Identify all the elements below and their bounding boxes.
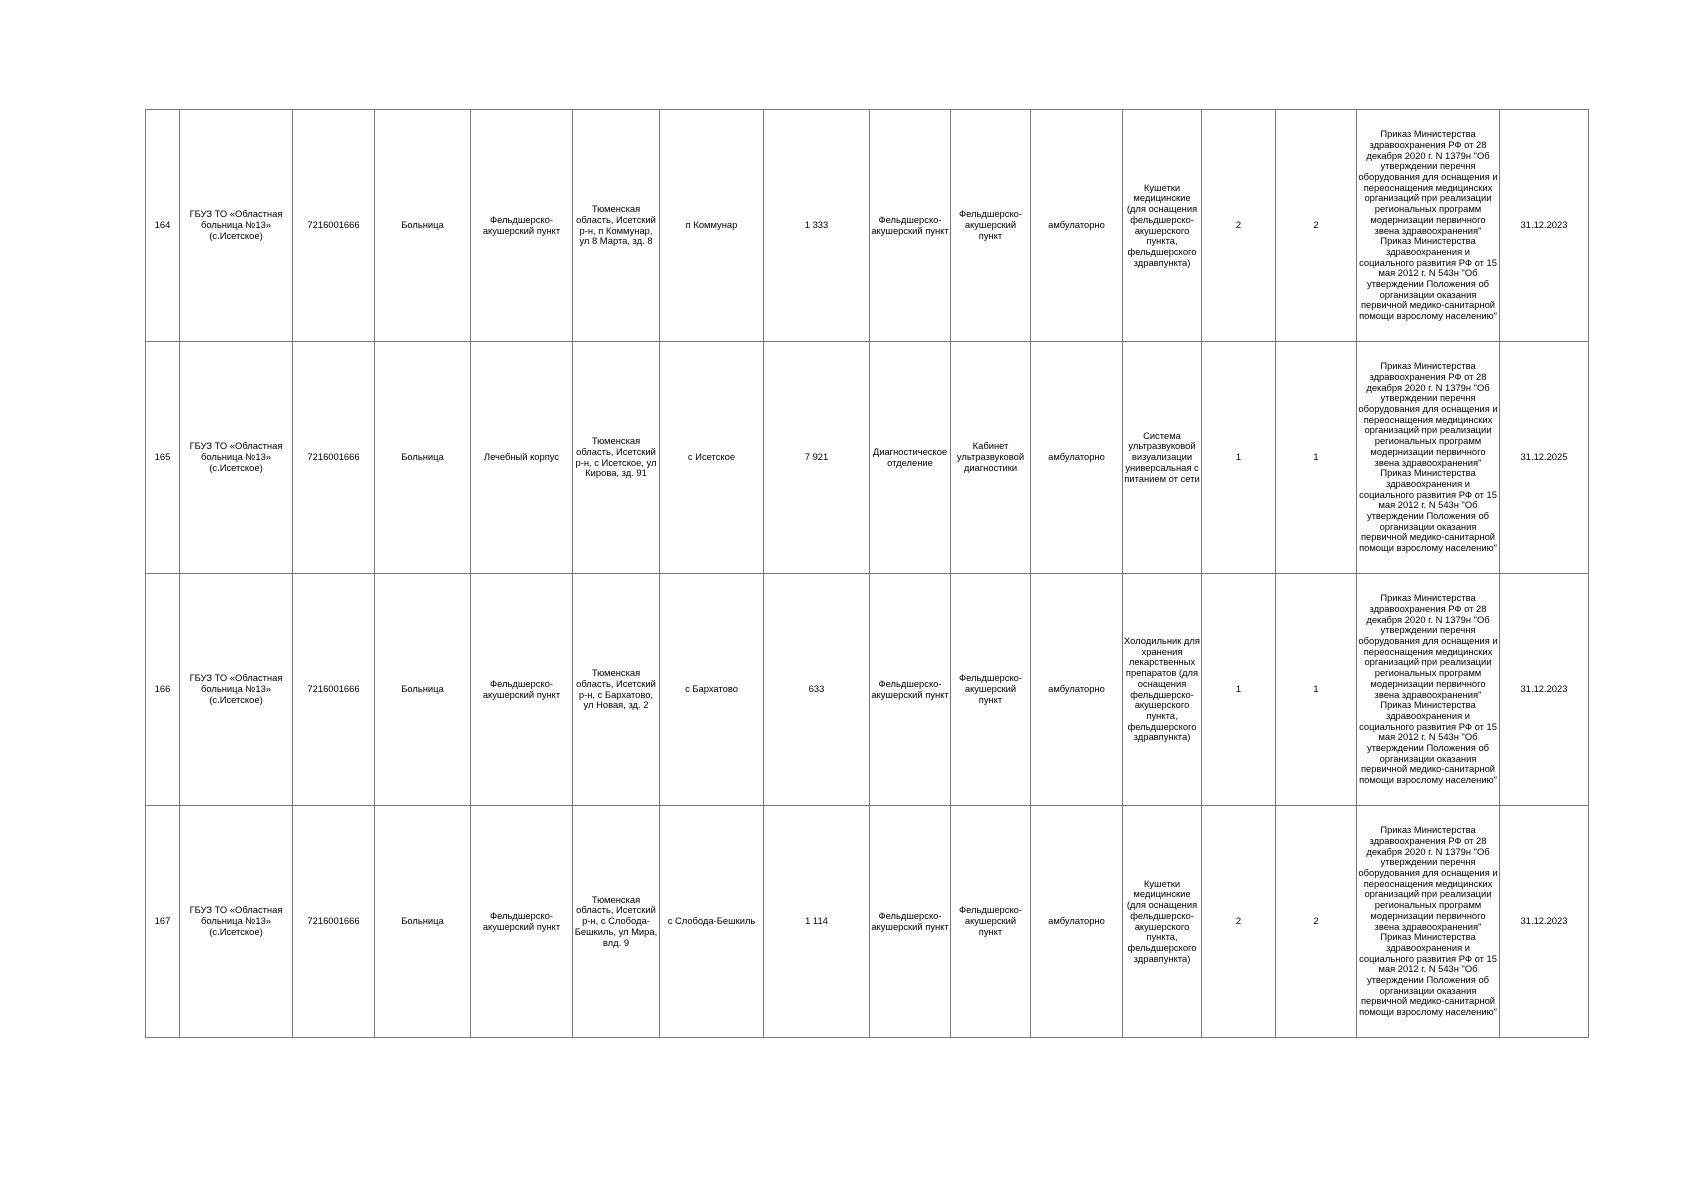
equipment-cell: Холодильник для хранения лекарственных препаратов (для оснащения фельдшерско-акушерского пункта, фельдшерского здравпункта): [1123, 574, 1202, 806]
building-cell: Фельдшерско-акушерский пункт: [471, 806, 573, 1038]
population-cell: 7 921: [764, 342, 870, 574]
care-form-cell: амбулаторно: [1031, 806, 1123, 1038]
table-row: [146, 574, 1589, 806]
quantity-cell: 1: [1202, 342, 1276, 574]
population-cell: 633: [764, 574, 870, 806]
quantity-cell: 1: [1276, 574, 1357, 806]
date-cell: 31.12.2023: [1500, 806, 1589, 1038]
department-cell: Диагностическое отделение: [870, 342, 951, 574]
organization-type-cell: Больница: [375, 110, 471, 342]
equipment-cell: Кушетки медицинские (для оснащения фельдшерско-акушерского пункта, фельдшерского здравпункта): [1123, 806, 1202, 1038]
date-cell: 31.12.2023: [1500, 110, 1589, 342]
date-cell: 31.12.2025: [1500, 342, 1589, 574]
address-cell: Тюменская область, Исетский р-н, п Коммунар, ул 8 Марта, зд. 8: [573, 110, 660, 342]
address-cell: Тюменская область, Исетский р-н, с Слобода-Бешкиль, ул Мира, влд. 9: [573, 806, 660, 1038]
quantity-cell: 1: [1276, 342, 1357, 574]
organization-type-cell: Больница: [375, 342, 471, 574]
table-row: [146, 342, 1589, 574]
organization-type-cell: Больница: [375, 806, 471, 1038]
quantity-cell: 2: [1202, 110, 1276, 342]
equipment-cell: Система ультразвуковой визуализации универсальная с питанием от сети: [1123, 342, 1202, 574]
organization-cell: ГБУЗ ТО «Областная больница №13» (с.Исетское): [180, 806, 293, 1038]
cabinet-cell: Фельдшерско-акушерский пункт: [951, 110, 1031, 342]
basis-cell: Приказ Министерства здравоохранения РФ от 28 декабря 2020 г. N 1379н "Об утверждении перечня оборудования для оснащения и переоснащения медицинских организаций при реализации региональных программ модернизации первичного звена здравоохранения" Приказ Министерства здравоохранения и социального развития РФ от 15 мая 2012 г. N 543н "Об утверждении Положения об организации оказания первичной медико-санитарной помощи взрослому населению": [1357, 342, 1500, 574]
quantity-cell: 2: [1276, 806, 1357, 1038]
address-cell: Тюменская область, Исетский р-н, с Исетское, ул Кирова, зд. 91: [573, 342, 660, 574]
department-cell: Фельдшерско-акушерский пункт: [870, 806, 951, 1038]
table-row: [146, 806, 1589, 1038]
quantity-cell: 1: [1202, 574, 1276, 806]
cabinet-cell: Фельдшерско-акушерский пункт: [951, 806, 1031, 1038]
care-form-cell: амбулаторно: [1031, 342, 1123, 574]
row-number-cell: 165: [146, 342, 180, 574]
building-cell: Лечебный корпус: [471, 342, 573, 574]
locality-cell: с Бархатово: [660, 574, 764, 806]
care-form-cell: амбулаторно: [1031, 110, 1123, 342]
inn-cell: 7216001666: [293, 806, 375, 1038]
cabinet-cell: Кабинет ультразвуковой диагностики: [951, 342, 1031, 574]
cabinet-cell: Фельдшерско-акушерский пункт: [951, 574, 1031, 806]
basis-cell: Приказ Министерства здравоохранения РФ от 28 декабря 2020 г. N 1379н "Об утверждении перечня оборудования для оснащения и переоснащения медицинских организаций при реализации региональных программ модернизации первичного звена здравоохранения" Приказ Министерства здравоохранения и социального развития РФ от 15 мая 2012 г. N 543н "Об утверждении Положения об организации оказания первичной медико-санитарной помощи взрослому населению": [1357, 574, 1500, 806]
equipment-cell: Кушетки медицинские (для оснащения фельдшерско-акушерского пункта, фельдшерского здравпункта): [1123, 110, 1202, 342]
locality-cell: п Коммунар: [660, 110, 764, 342]
basis-cell: Приказ Министерства здравоохранения РФ от 28 декабря 2020 г. N 1379н "Об утверждении перечня оборудования для оснащения и переоснащения медицинских организаций при реализации региональных программ модернизации первичного звена здравоохранения" Приказ Министерства здравоохранения и социального развития РФ от 15 мая 2012 г. N 543н "Об утверждении Положения об организации оказания первичной медико-санитарной помощи взрослому населению": [1357, 806, 1500, 1038]
row-number-cell: 166: [146, 574, 180, 806]
organization-cell: ГБУЗ ТО «Областная больница №13» (с.Исетское): [180, 342, 293, 574]
quantity-cell: 2: [1202, 806, 1276, 1038]
basis-cell: Приказ Министерства здравоохранения РФ от 28 декабря 2020 г. N 1379н "Об утверждении перечня оборудования для оснащения и переоснащения медицинских организаций при реализации региональных программ модернизации первичного звена здравоохранения" Приказ Министерства здравоохранения и социального развития РФ от 15 мая 2012 г. N 543н "Об утверждении Положения об организации оказания первичной медико-санитарной помощи взрослому населению": [1357, 110, 1500, 342]
building-cell: Фельдшерско-акушерский пункт: [471, 574, 573, 806]
population-cell: 1 114: [764, 806, 870, 1038]
organization-cell: ГБУЗ ТО «Областная больница №13» (с.Исетское): [180, 574, 293, 806]
inn-cell: 7216001666: [293, 574, 375, 806]
row-number-cell: 164: [146, 110, 180, 342]
quantity-cell: 2: [1276, 110, 1357, 342]
row-number-cell: 167: [146, 806, 180, 1038]
building-cell: Фельдшерско-акушерский пункт: [471, 110, 573, 342]
organization-type-cell: Больница: [375, 574, 471, 806]
inn-cell: 7216001666: [293, 342, 375, 574]
department-cell: Фельдшерско-акушерский пункт: [870, 574, 951, 806]
address-cell: Тюменская область, Исетский р-н, с Бархатово, ул Новая, зд. 2: [573, 574, 660, 806]
care-form-cell: амбулаторно: [1031, 574, 1123, 806]
inn-cell: 7216001666: [293, 110, 375, 342]
organization-cell: ГБУЗ ТО «Областная больница №13» (с.Исетское): [180, 110, 293, 342]
equipment-table: [145, 109, 1589, 1038]
department-cell: Фельдшерско-акушерский пункт: [870, 110, 951, 342]
population-cell: 1 333: [764, 110, 870, 342]
table-row: [146, 110, 1589, 342]
locality-cell: с Исетское: [660, 342, 764, 574]
date-cell: 31.12.2023: [1500, 574, 1589, 806]
locality-cell: с Слобода-Бешкиль: [660, 806, 764, 1038]
